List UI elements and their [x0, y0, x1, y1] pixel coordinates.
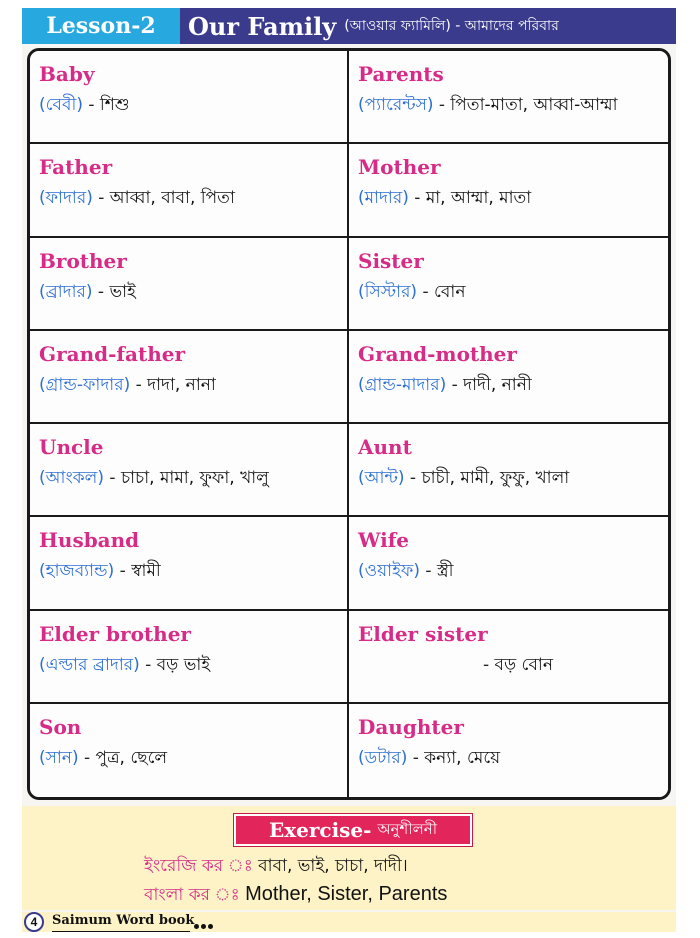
vocab-word: Elder sister	[358, 621, 488, 646]
vocab-card	[349, 611, 668, 704]
vocab-pronunciation: (হাজব্যান্ড)	[39, 561, 115, 582]
vocab-pronunciation: (গ্রান্ড-ফাদার)	[39, 374, 131, 395]
vocab-meaning: চাচী, মামী, ফুফু, খালা	[421, 468, 570, 488]
vocab-word: Son	[39, 714, 82, 739]
vocab-card	[30, 51, 349, 144]
vocab-pronunciation: (এল্ডার ব্রাদার)	[39, 654, 140, 675]
exercise-line-label: ইংরেজি কর ঃ	[144, 856, 253, 876]
vocab-meaning: শিশু	[99, 95, 130, 115]
vocab-word: Sister	[358, 248, 424, 273]
vocab-translation-line	[358, 746, 668, 770]
vocab-separator: -	[130, 374, 148, 395]
vocab-separator: -	[139, 654, 157, 675]
vocab-translation-line	[39, 466, 347, 490]
vocab-separator: -	[82, 95, 100, 115]
exercise-section	[22, 806, 676, 910]
vocab-pronunciation: (গ্রান্ড-মাদার)	[358, 374, 447, 395]
vocab-card	[349, 517, 668, 610]
vocab-meaning: পিতা-মাতা, আব্বা-আম্মা	[450, 95, 618, 115]
vocab-word: Grand-father	[39, 341, 186, 366]
vocab-card	[349, 51, 668, 144]
decorative-dots	[194, 924, 213, 929]
vocab-translation-line	[358, 653, 668, 677]
vocab-separator: -	[92, 188, 110, 209]
vocab-separator: -	[92, 281, 110, 302]
vocab-pronunciation: (বেবী)	[39, 95, 83, 115]
vocab-card	[349, 144, 668, 237]
vocab-pronunciation: (আন্ট)	[358, 468, 405, 488]
vocab-pronunciation: (প্যারেন্টস)	[358, 95, 434, 115]
vocab-meaning: স্ত্রী	[436, 561, 454, 582]
vocab-word: Grand-mother	[358, 341, 517, 366]
vocab-separator: -	[404, 468, 422, 488]
vocab-card	[30, 517, 349, 610]
vocab-meaning: চাচা, মামা, ফুফা, খালু	[120, 468, 269, 488]
vocab-separator: -	[78, 747, 96, 768]
exercise-line-text: বাবা, ভাই, চাচা, দাদী।	[258, 856, 408, 876]
vocab-translation-line	[39, 280, 347, 304]
vocab-card	[349, 704, 668, 797]
page-subtitle: (আওয়ার ফ্যামিলি) - আমাদের পরিবার	[344, 18, 559, 34]
vocab-translation-line	[39, 373, 347, 397]
vocab-translation-line	[39, 186, 347, 210]
vocab-translation-line	[39, 746, 347, 770]
vocab-pronunciation: (মাদার)	[358, 188, 409, 209]
vocabulary-grid	[27, 48, 671, 800]
vocab-card	[30, 238, 349, 331]
vocab-translation-line	[39, 93, 347, 117]
vocab-card	[30, 331, 349, 424]
vocab-separator: -	[408, 188, 426, 209]
vocab-pronunciation: (ফাদার)	[39, 188, 93, 209]
book-title-underline	[52, 931, 190, 932]
page-title: Our Family	[188, 11, 337, 41]
vocab-card	[349, 331, 668, 424]
exercise-line-text: Mother, Sister, Parents	[245, 883, 448, 905]
vocab-meaning: আব্বা, বাবা, পিতা	[109, 188, 235, 209]
vocab-meaning: বোন	[434, 281, 466, 302]
vocab-separator: -	[114, 561, 132, 582]
vocab-pronunciation: (আংকল)	[39, 468, 104, 488]
vocab-separator: -	[446, 374, 464, 395]
vocab-translation-line	[358, 280, 668, 304]
vocab-translation-line	[358, 559, 668, 583]
vocab-card	[30, 611, 349, 704]
vocab-word: Aunt	[358, 435, 412, 459]
vocab-word: Brother	[39, 248, 127, 273]
exercise-title-english: Exercise-	[268, 818, 372, 842]
vocab-pronunciation: (সিস্টার)	[358, 281, 418, 302]
vocab-card	[349, 238, 668, 331]
vocab-word: Daughter	[358, 714, 464, 739]
vocab-meaning: স্বামী	[131, 561, 161, 582]
vocab-separator: -	[103, 468, 121, 488]
exercise-title	[234, 814, 472, 846]
vocab-word: Mother	[358, 155, 441, 180]
title-bar	[180, 8, 676, 44]
vocab-separator: -	[483, 654, 495, 675]
vocab-meaning: বড় বোন	[494, 654, 553, 675]
vocab-pronunciation: (সান)	[39, 747, 79, 768]
vocab-meaning: দাদী, নানী	[463, 374, 532, 395]
vocab-word: Elder brother	[39, 621, 191, 646]
page-footer	[22, 912, 676, 932]
vocab-translation-line	[39, 653, 347, 677]
lesson-header	[22, 8, 676, 44]
page	[22, 8, 676, 932]
vocab-separator: -	[407, 747, 425, 768]
vocab-word: Baby	[39, 62, 95, 86]
vocab-word: Father	[39, 155, 113, 180]
vocab-pronunciation: (ওয়াইফ)	[358, 561, 420, 582]
vocab-word: Husband	[39, 528, 140, 553]
vocab-word: Parents	[358, 62, 444, 86]
vocab-translation-line	[358, 93, 668, 117]
book-title: Saimum Word book	[52, 913, 195, 928]
exercise-line-label: বাংলা কর ঃ	[144, 885, 240, 905]
vocab-separator: -	[417, 281, 435, 302]
vocab-meaning: বড় ভাই	[156, 654, 211, 675]
page-number: 4	[24, 912, 44, 932]
vocab-pronunciation: (ব্রাদার)	[39, 281, 93, 302]
vocab-meaning: মা, আম্মা, মাতা	[425, 188, 532, 209]
exercise-line-translate-to-english	[144, 853, 408, 881]
vocab-translation-line	[358, 466, 668, 490]
vocab-word: Uncle	[39, 435, 104, 459]
vocab-meaning: ভাই	[109, 281, 136, 302]
vocab-card	[30, 704, 349, 797]
vocab-card	[349, 424, 668, 517]
vocab-separator: -	[420, 561, 437, 582]
vocab-card	[30, 424, 349, 517]
vocab-pronunciation: (ডটার)	[358, 747, 408, 768]
vocab-translation-line	[358, 186, 668, 210]
vocab-card	[30, 144, 349, 237]
vocab-translation-line	[39, 559, 347, 583]
vocab-meaning: দাদা, নানা	[147, 374, 216, 395]
lesson-label: Lesson-2	[22, 8, 180, 44]
exercise-line-translate-to-bangla	[144, 882, 447, 910]
vocab-meaning: পুত্র, ছেলে	[95, 747, 168, 768]
vocab-meaning: কন্যা, মেয়ে	[424, 747, 501, 768]
exercise-title-bangla: অনুশীলনী	[377, 819, 438, 838]
vocab-separator: -	[433, 95, 451, 115]
vocab-word: Wife	[358, 528, 410, 553]
vocab-translation-line	[358, 373, 668, 397]
